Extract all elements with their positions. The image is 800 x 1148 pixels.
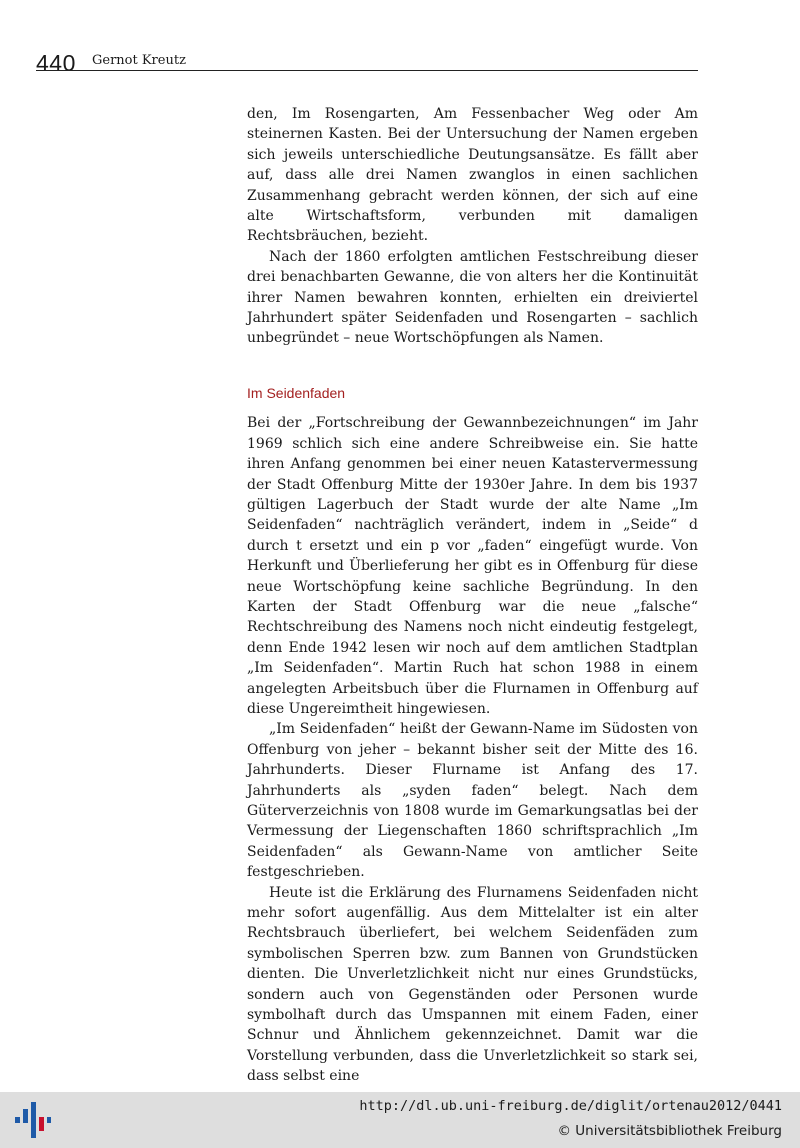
paragraph-1: den, Im Rosengarten, Am Fessenbacher Weg oder Am steinernen Kasten. Bei der Untersuchung der Namen ergeben sich jeweils unterschiedliche Deutungsansätze. Es fällt aber auf, dass alle drei Namen zwanglos in einen sachlichen Zusammenhang gebracht werden können, der sich auf eine alte Wirtschaftsform, verbunden mit damaligen Rechtsbräuchen, bezieht. [247,106,698,245]
ub-freiburg-logo-icon [12,1100,52,1140]
footer-copyright: © Universitätsbibliothek Freiburg [557,1123,782,1139]
paragraph-5: Heute ist die Erklärung des Flurnamens Seidenfaden nicht mehr sofort augenfällig. Aus dem Mittelalter ist ein alter Rechtsbrauch überliefert, bei welchem Seidenfäden zum symbolischen Sperren bzw. zum Bannen von Grundstücken dienten. Die Unverletzlichkeit nicht nur eines Grundstücks, sondern auch von Gegenständen oder Personen wurde symbolhaft durch das Umspannen mit einem Faden, einer Schnur und Ähnlichem gekennzeichnet. Damit war die Vorstellung verbunden, dass die Unverletzlichkeit so stark sei, dass selbst eine [247,884,698,1085]
header-divider [36,70,698,71]
paragraph-2: Nach der 1860 erfolgten amtlichen Festschreibung dieser drei benachbarten Gewanne, die von alters her die Kontinuität ihrer Namen bewahren konnten, erhielten ein dreiviertel Jahrhundert später Seidenfaden und Rosengarten – sachlich unbegründet – neue Wortschöpfungen als Namen. [247,248,698,347]
footer-bar [0,1092,800,1148]
section-heading: Im Seidenfaden [247,384,346,401]
article-body [247,104,698,1087]
page-number: 440 [36,50,76,76]
paragraph-3: Bei der „Fortschreibung der Gewannbezeichnungen“ im Jahr 1969 schlich sich eine andere Schreibweise ein. Sie hatte ihren Anfang genommen bei einer neuen Katastervermessung der Stadt Offenburg Mitte der 1930er Jahre. In dem bis 1937 gültigen Lagerbuch der Stadt wurde der alte Name „Im Seidenfaden“ nachträglich verändert, indem in „Seide“ d durch t ersetzt und ein p vor „faden“ eingefügt wurde. Von Herkunft und Überlieferung her gibt es in Offenburg für diese neue Wortschöpfung keine sachliche Begründung. In den Karten der Stadt Offenburg war die neue „falsche“ Rechtschreibung des Namens noch nicht eindeutig festgelegt, denn Ende 1942 lesen wir noch auf dem amtlichen Stadtplan „Im Seidenfaden“. Martin Ruch hat schon 1988 in einem angelegten Arbeitsbuch über die Flurnamen in Offenburg auf diese Ungereimtheit hingewiesen. [247,415,698,717]
running-title: Gernot Kreutz [92,53,186,68]
paragraph-4: „Im Seidenfaden“ heißt der Gewann-Name im Südosten von Offenburg von jeher – bekannt bisher seit der Mitte des 16. Jahrhunderts. Dieser Flurname ist Anfang des 17. Jahrhunderts als „syden faden“ belegt. Nach dem Güterverzeichnis von 1808 wurde im Gemarkungsatlas bei der Vermessung der Liegenschaften 1860 schriftsprachlich „Im Seidenfaden“ als Gewann-Name von amtlicher Seite festgeschrieben. [247,721,698,881]
footer-url-link[interactable]: http://dl.ub.uni-freiburg.de/diglit/ortenau2012/0441 [359,1098,782,1114]
